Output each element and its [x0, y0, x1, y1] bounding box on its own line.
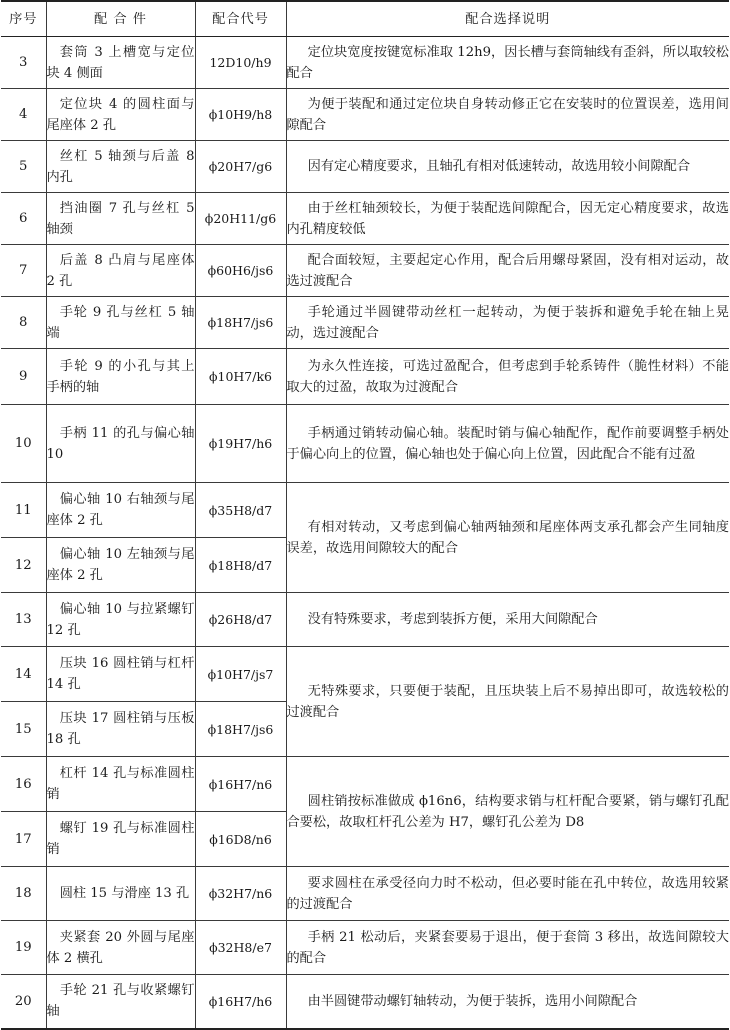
row-desc: 因有定心精度要求，且轴孔有相对低速转动，故选用较小间隙配合 [286, 141, 729, 193]
table-row [1, 483, 729, 538]
header-no: 序号 [1, 1, 46, 37]
row-code: ϕ20H11/g6 [195, 193, 286, 245]
table-row [1, 757, 729, 812]
row-part: 丝杠 5 轴颈与后盖 8 内孔 [46, 141, 195, 193]
table-row [1, 37, 729, 89]
row-desc: 为永久性连接，可选过盈配合，但考虑到手轮系铸件（脆性材料）不能取大的过盈，故取为过渡配合 [286, 349, 729, 405]
table-row [1, 975, 729, 1029]
row-code: ϕ10H7/js7 [195, 647, 286, 702]
row-desc-merged: 圆柱销按标准做成 ϕ16n6，结构要求销与杠杆配合要紧，销与螺钉孔配合要松，故取杠杆孔公差为 H7，螺钉孔公差为 D8 [286, 757, 729, 867]
row-no: 6 [1, 193, 46, 245]
row-no: 12 [1, 538, 46, 593]
row-code: ϕ18H7/js6 [195, 702, 286, 757]
row-no: 10 [1, 405, 46, 483]
row-part: 手轮 21 孔与收紧螺钉轴 [46, 975, 195, 1029]
row-code: ϕ26H8/d7 [195, 593, 286, 647]
row-part: 偏心轴 10 左轴颈与尾座体 2 孔 [46, 538, 195, 593]
row-no: 3 [1, 37, 46, 89]
row-code: ϕ60H6/js6 [195, 245, 286, 297]
row-no: 5 [1, 141, 46, 193]
row-desc: 由于丝杠轴颈较长，为便于装配选间隙配合，因无定心精度要求，故选内孔精度较低 [286, 193, 729, 245]
table-row [1, 867, 729, 921]
row-code: ϕ32H7/n6 [195, 867, 286, 921]
row-part: 圆柱 15 与滑座 13 孔 [46, 867, 195, 921]
row-code: ϕ18H8/d7 [195, 538, 286, 593]
row-desc: 手柄通过销转动偏心轴。装配时销与偏心轴配作，配作前要调整手柄处于偏心向上的位置，偏心轴也处于偏心向上位置，因此配合不能有过盈 [286, 405, 729, 483]
table-row [1, 405, 729, 483]
header-code: 配合代号 [195, 1, 286, 37]
row-desc: 手柄 21 松动后，夹紧套要易于退出，便于套筒 3 移出，故选间隙较大的配合 [286, 921, 729, 975]
row-no: 4 [1, 89, 46, 141]
row-desc: 要求圆柱在承受径向力时不松动，但必要时能在孔中转位，故选用较紧的过渡配合 [286, 867, 729, 921]
fit-selection-table [1, 0, 729, 1030]
row-no: 9 [1, 349, 46, 405]
row-part: 压块 16 圆柱销与杠杆 14 孔 [46, 647, 195, 702]
row-desc-merged: 无特殊要求，只要便于装配，且压块装上后不易掉出即可，故选较松的过渡配合 [286, 647, 729, 757]
row-no: 18 [1, 867, 46, 921]
row-no: 11 [1, 483, 46, 538]
row-no: 15 [1, 702, 46, 757]
row-code: ϕ19H7/h6 [195, 405, 286, 483]
row-no: 14 [1, 647, 46, 702]
table-row [1, 297, 729, 349]
row-part: 挡油圈 7 孔与丝杠 5 轴颈 [46, 193, 195, 245]
row-code: ϕ18H7/js6 [195, 297, 286, 349]
table-row [1, 593, 729, 647]
row-no: 20 [1, 975, 46, 1029]
row-desc: 配合面较短，主要起定心作用，配合后用螺母紧固，没有相对运动，故选过渡配合 [286, 245, 729, 297]
row-no: 16 [1, 757, 46, 812]
row-desc: 为便于装配和通过定位块自身转动修正它在安装时的位置误差，选用间隙配合 [286, 89, 729, 141]
row-part: 杠杆 14 孔与标准圆柱销 [46, 757, 195, 812]
row-part: 手轮 9 孔与丝杠 5 轴端 [46, 297, 195, 349]
row-part: 手轮 9 的小孔与其上手柄的轴 [46, 349, 195, 405]
row-part: 后盖 8 凸肩与尾座体 2 孔 [46, 245, 195, 297]
row-desc: 没有特殊要求，考虑到装拆方便，采用大间隙配合 [286, 593, 729, 647]
row-no: 19 [1, 921, 46, 975]
row-part: 偏心轴 10 与拉紧螺钉 12 孔 [46, 593, 195, 647]
header-part: 配 合 件 [46, 1, 195, 37]
row-code: ϕ10H9/h8 [195, 89, 286, 141]
row-no: 17 [1, 812, 46, 867]
row-code: ϕ32H8/e7 [195, 921, 286, 975]
row-desc: 定位块宽度按键宽标准取 12h9，因长槽与套筒轴线有歪斜，所以取较松配合 [286, 37, 729, 89]
table-row [1, 245, 729, 297]
row-desc: 由半圆键带动螺钉轴转动，为便于装拆，选用小间隙配合 [286, 975, 729, 1029]
row-code: ϕ20H7/g6 [195, 141, 286, 193]
row-code: ϕ16H7/h6 [195, 975, 286, 1029]
row-code: ϕ16H7/n6 [195, 757, 286, 812]
row-part: 压块 17 圆柱销与压板 18 孔 [46, 702, 195, 757]
table-header-row [1, 1, 729, 37]
row-part: 螺钉 19 孔与标准圆柱销 [46, 812, 195, 867]
table-row [1, 141, 729, 193]
row-part: 偏心轴 10 右轴颈与尾座体 2 孔 [46, 483, 195, 538]
row-code: ϕ35H8/d7 [195, 483, 286, 538]
table-row [1, 349, 729, 405]
row-no: 13 [1, 593, 46, 647]
row-code: ϕ16D8/n6 [195, 812, 286, 867]
row-no: 8 [1, 297, 46, 349]
table-row [1, 89, 729, 141]
table-row [1, 921, 729, 975]
header-desc: 配合选择说明 [286, 1, 729, 37]
row-desc: 手轮通过半圆键带动丝杠一起转动，为便于装拆和避免手轮在轴上晃动，选过渡配合 [286, 297, 729, 349]
row-part: 套筒 3 上槽宽与定位块 4 侧面 [46, 37, 195, 89]
table-row [1, 193, 729, 245]
row-code: ϕ10H7/k6 [195, 349, 286, 405]
row-code: 12D10/h9 [195, 37, 286, 89]
row-no: 7 [1, 245, 46, 297]
row-part: 定位块 4 的圆柱面与尾座体 2 孔 [46, 89, 195, 141]
table-row [1, 647, 729, 702]
row-desc-merged: 有相对转动，又考虑到偏心轴两轴颈和尾座体两支承孔都会产生同轴度误差，故选用间隙较大的配合 [286, 483, 729, 593]
row-part: 夹紧套 20 外圆与尾座体 2 横孔 [46, 921, 195, 975]
row-part: 手柄 11 的孔与偏心轴 10 [46, 405, 195, 483]
